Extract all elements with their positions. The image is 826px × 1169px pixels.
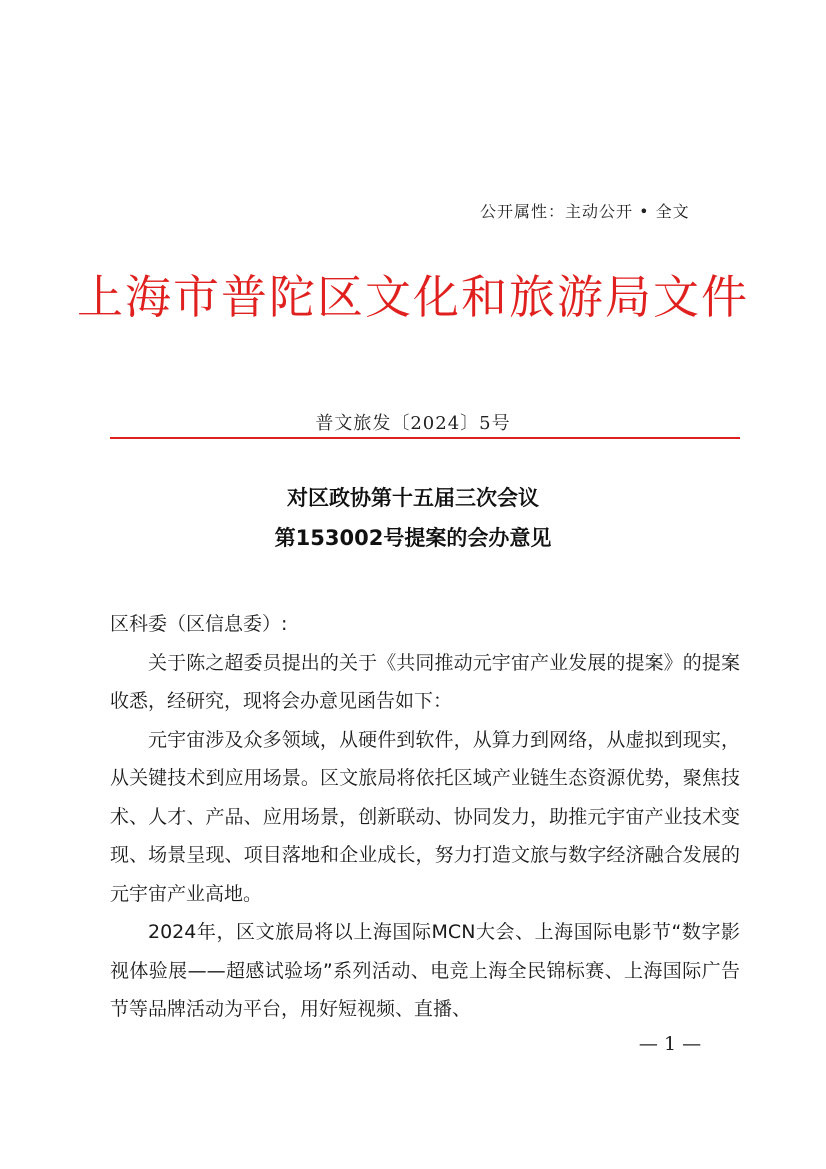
document-title xyxy=(0,478,826,558)
document-title-line-1: 对区政协第十五届三次会议 xyxy=(287,486,539,510)
disclosure-label: 公开属性：主动公开 • 全文 xyxy=(480,202,690,221)
page-number: — 1 — xyxy=(638,1033,702,1055)
red-divider-line xyxy=(110,437,740,439)
issuing-organization-title: 上海市普陀区文化和旅游局文件 xyxy=(77,270,749,324)
body-paragraph-3: 2024年，区文旅局将以上海国际MCN大会、上海国际电影节“数字影视体验展——超感试验场”系列活动、电竞上海全民锦标赛、上海国际广告节等品牌活动为平台，用好短视频、直播、 xyxy=(110,921,740,1020)
body-paragraph-2: 元宇宙涉及众多领域，从硬件到软件，从算力到网络，从虚拟到现实，从关键技术到应用场景。区文旅局将依托区域产业链生态资源优势，聚焦技术、人才、产品、应用场景，创新联动、协同发力，助推元宇宙产业技术变现、场景呈现、项目落地和企业成长，努力打造文旅与数字经济融合发展的元宇宙产业高地。 xyxy=(110,728,740,905)
document-number: 普文旅发〔2024〕5号 xyxy=(315,413,511,434)
body-paragraph-1: 关于陈之超委员提出的关于《共同推动元宇宙产业发展的提案》的提案收悉，经研究，现将会办意见函告如下： xyxy=(110,651,740,712)
document-body xyxy=(110,605,740,1029)
document-title-line-2: 第153002号提案的会办意见 xyxy=(274,526,552,550)
recipient-line: 区科委（区信息委）: xyxy=(110,613,288,635)
